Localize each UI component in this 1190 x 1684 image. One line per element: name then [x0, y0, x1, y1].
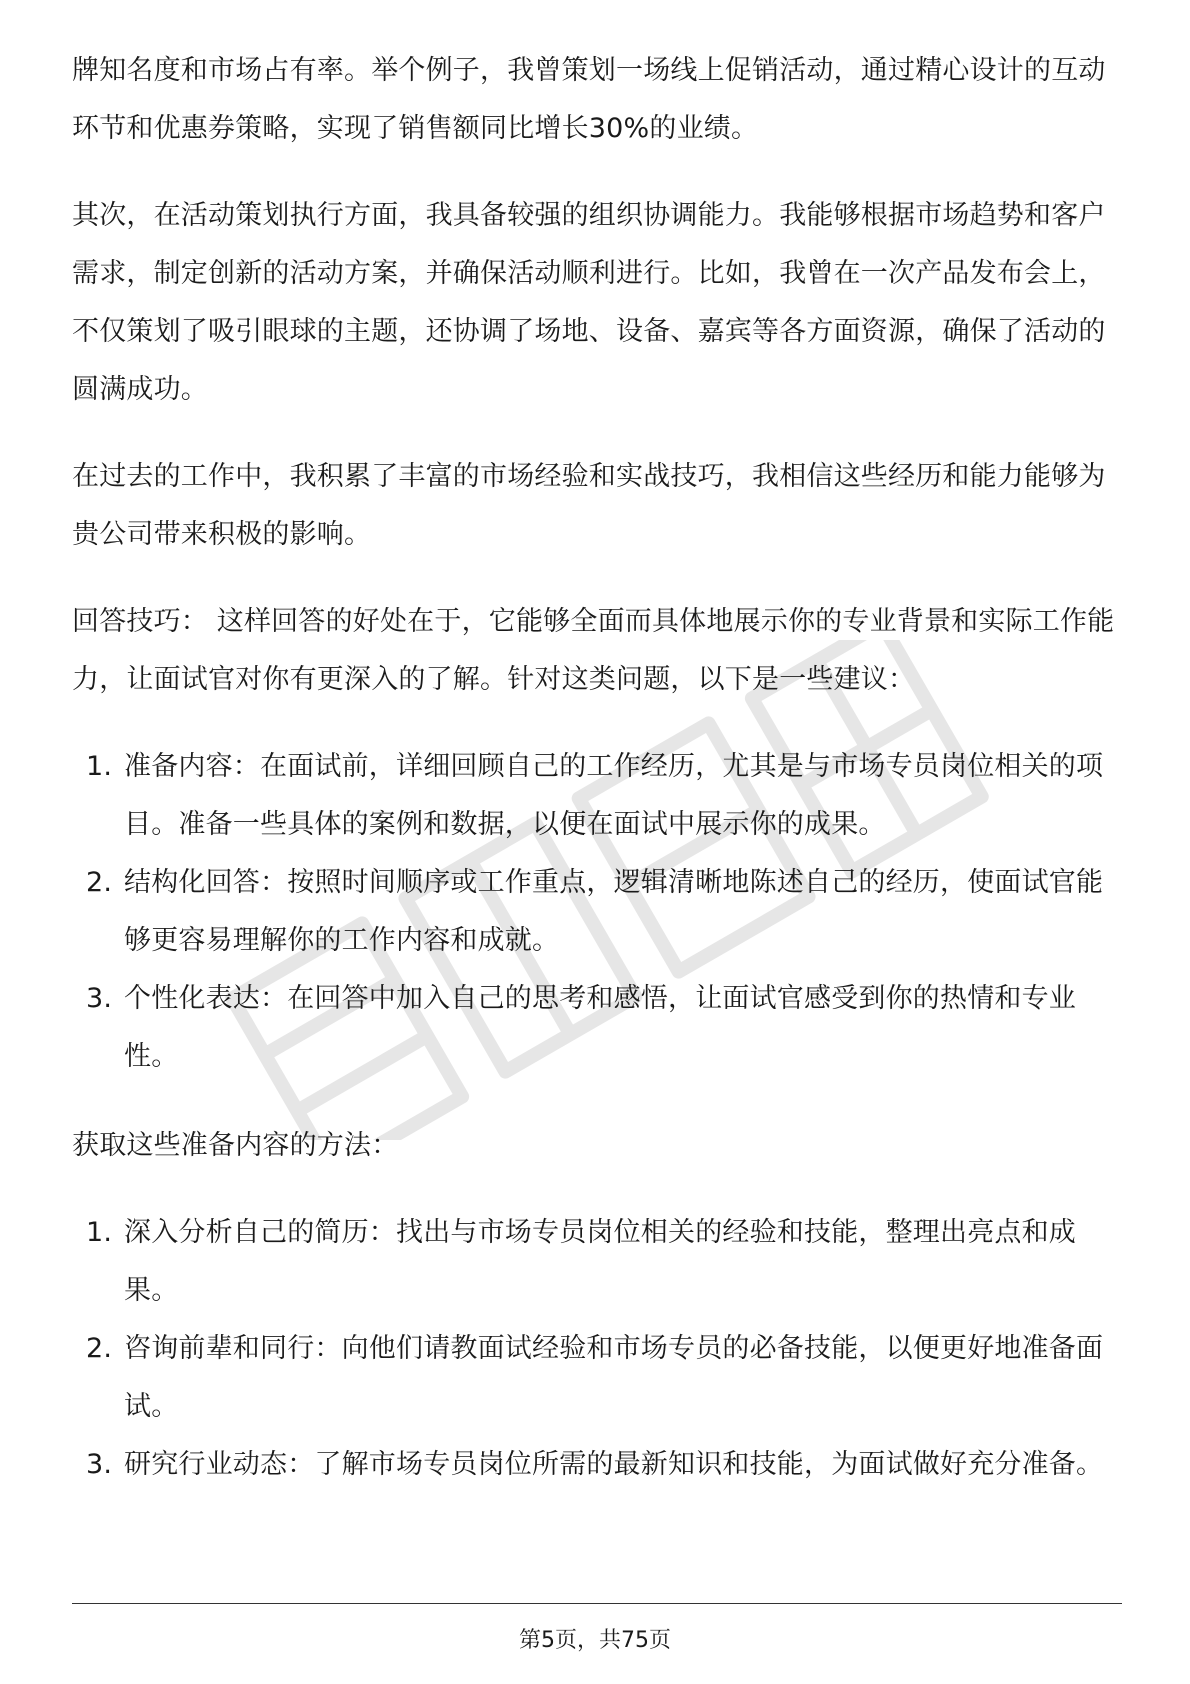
list-item-number: 1. [86, 751, 113, 782]
document-body [72, 42, 1122, 1525]
footer-divider [72, 1603, 1122, 1604]
paragraph-methods-heading: 获取这些准备内容的方法： [72, 1130, 399, 1161]
suggestion-list [72, 738, 1122, 1086]
list-item [72, 854, 1122, 970]
methods-list [72, 1204, 1122, 1494]
paragraph-event-planning: 其次，在活动策划执行方面，我具备较强的组织协调能力。我能够根据市场趋势和客户需求，制定创新的活动方案，并确保活动顺利进行。比如，我曾在一次产品发布会上，不仅策划了吸引眼球的主题，还协调了场地、设备、嘉宾等各方面资源，确保了活动的圆满成功。 [72, 200, 1106, 405]
list-item-text: 准备内容：在面试前，详细回顾自己的工作经历，尤其是与市场专员岗位相关的项目。准备一些具体的案例和数据，以便在面试中展示你的成果。 [124, 751, 1104, 840]
list-item [72, 1320, 1122, 1436]
paragraph-experience-summary: 在过去的工作中，我积累了丰富的市场经验和实战技巧，我相信这些经历和能力能够为贵公司带来积极的影响。 [72, 461, 1106, 550]
list-item-number: 1. [86, 1217, 113, 1248]
list-item-number: 2. [86, 867, 113, 898]
list-item-number: 3. [86, 983, 113, 1014]
list-item-text: 研究行业动态：了解市场专员岗位所需的最新知识和技能，为面试做好充分准备。 [124, 1449, 1104, 1480]
list-item [72, 1436, 1122, 1494]
list-item-number: 2. [86, 1333, 113, 1364]
list-item-text: 深入分析自己的简历：找出与市场专员岗位相关的经验和技能，整理出亮点和成果。 [124, 1217, 1076, 1306]
list-item [72, 970, 1122, 1086]
paragraph-brand-result: 牌知名度和市场占有率。举个例子，我曾策划一场线上促销活动，通过精心设计的互动环节和优惠券策略，实现了销售额同比增长30%的业绩。 [72, 55, 1106, 144]
list-item-text: 个性化表达：在回答中加入自己的思考和感悟，让面试官感受到你的热情和专业性。 [124, 983, 1076, 1072]
list-item-number: 3. [86, 1449, 113, 1480]
paragraph-answer-tips: 回答技巧： 这样回答的好处在于，它能够全面而具体地展示你的专业背景和实际工作能力，让面试官对你有更深入的了解。针对这类问题，以下是一些建议： [72, 606, 1115, 695]
list-item [72, 1204, 1122, 1320]
page-number: 第5页，共75页 [519, 1628, 671, 1653]
list-item-text: 结构化回答：按照时间顺序或工作重点，逻辑清晰地陈述自己的经历，使面试官能够更容易理解你的工作内容和成就。 [124, 867, 1104, 956]
list-item-text: 咨询前辈和同行：向他们请教面试经验和市场专员的必备技能，以便更好地准备面试。 [124, 1333, 1104, 1422]
list-item [72, 738, 1122, 854]
